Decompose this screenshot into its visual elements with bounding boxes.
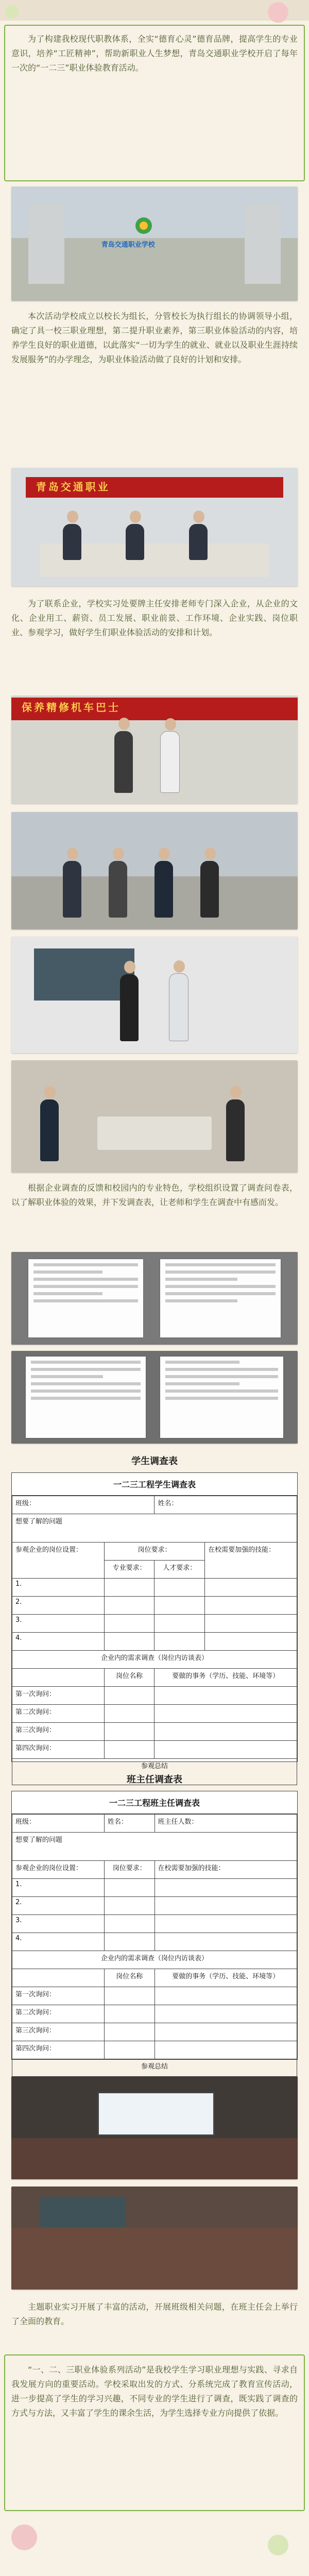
hr-col-position: 岗位名称	[104, 1669, 154, 1687]
hr-row-label: 第四次询问：	[12, 1741, 105, 1759]
hr-col-blank	[12, 1969, 105, 1987]
hr-col-duties: 要做的事务（学历、技能、环境等）	[154, 1669, 297, 1687]
sub-header-talent: 人才要求：	[154, 1561, 205, 1579]
visit-summary-label: 参观总结	[12, 2059, 297, 2086]
photo-documents-1	[11, 1252, 298, 1345]
student-survey-table	[11, 1472, 298, 1770]
teacher-count-label: 班主任人数：	[154, 1815, 297, 1833]
survey-row-label: 4.	[12, 1933, 105, 1951]
teacher-survey-table-title: 一二三工程班主任调查表	[12, 1791, 297, 1814]
want-to-know-label: 想要了解的问题	[12, 1514, 297, 1543]
school-logo-icon	[126, 215, 162, 236]
hr-col-position: 岗位名称	[104, 1969, 154, 1987]
q-header-requirement: 岗位要求：	[104, 1543, 204, 1561]
hr-row-label: 第一次询问：	[12, 1987, 105, 2005]
enterprise-text: 为了联系企业，学校实习处要牌主任安排老师专门深入企业，从企业的文化、企业用工、薪资、员工发展、职业前景、工作环境、企业实践、岗位职业、参观学习，做好学生们职业体验活动的安排和计划。	[11, 599, 298, 637]
name-field-label: 姓名：	[104, 1815, 154, 1833]
want-to-know-label: 想要了解的问题	[12, 1833, 297, 1861]
hr-col-duties: 要做的事务（学历、技能、环境等）	[154, 1969, 297, 1987]
q-header-requirement: 岗位要求：	[104, 1861, 154, 1879]
survey-row-label: 3.	[12, 1615, 105, 1633]
photo-documents-2	[11, 1351, 298, 1444]
student-survey-table-title: 一二三工程学生调查表	[12, 1473, 297, 1496]
decor-flower-icon	[5, 5, 19, 19]
survey-row-label: 1.	[12, 1879, 105, 1897]
class-field-label: 班级：	[12, 1496, 154, 1514]
q-header-position: 参观企业的岗位设置：	[12, 1543, 105, 1579]
survey-row-label: 2.	[12, 1897, 105, 1915]
photo-table-visit	[11, 1060, 298, 1173]
meeting-banner-text: 青岛交通职业	[36, 482, 110, 494]
q-header-position: 参观企业的岗位设置：	[12, 1861, 105, 1879]
paragraph-enterprise	[11, 597, 298, 689]
photo-lecture-hall-2	[11, 2187, 298, 2290]
q-header-skills: 在校需要加强的技能：	[205, 1543, 297, 1579]
closing-text-1: 主题职业实习开展了丰富的活动，开展班级相关问题，在班主任会上举行了全面的教育。	[11, 2302, 298, 2326]
class-field-label: 班级：	[12, 1815, 105, 1833]
hr-section-header: 企业内的需求调查（岗位内访谈表）	[12, 1951, 297, 1969]
decor-flower-icon	[268, 2535, 288, 2555]
q-header-skills: 在校需要加强的技能：	[154, 1861, 297, 1879]
hr-col-blank	[12, 1669, 105, 1687]
photo-banner-group	[11, 696, 298, 804]
photo-visit-group	[11, 812, 298, 929]
student-survey-section-title: 学生调查表	[131, 1456, 178, 1467]
photo-meeting-room	[11, 468, 298, 586]
survey-row-label: 2.	[12, 1597, 105, 1615]
teacher-survey-table	[11, 1791, 298, 2071]
garage-banner-text: 保养精修机车巴士	[22, 702, 121, 714]
paragraph-survey	[11, 1181, 298, 1248]
intro-text: 为了构建我校现代职教体系，全实“德育心灵”德育品牌，提高学生的专业意识，培养“工匠精神”，帮助新职业人生梦想，青岛交通职业学校开启了每年一次的“一二三”职业体验教育活动。	[11, 34, 298, 73]
top-decor-band	[0, 0, 309, 21]
photo-school-entrance	[11, 187, 298, 301]
decor-flower-icon	[11, 2524, 37, 2550]
hr-row-label: 第一次询问：	[12, 1687, 105, 1705]
survey-row-label: 3.	[12, 1915, 105, 1933]
hr-row-label: 第二次询问：	[12, 1705, 105, 1723]
hr-section-header: 企业内的需求调查（岗位内访谈表）	[12, 1651, 297, 1669]
hr-row-label: 第三次询问：	[12, 2023, 105, 2041]
closing-paragraph-2	[11, 2363, 298, 2502]
survey-text: 根据企业调查的反馈和校园内的专业特色，学校组织设置了调查问卷表，以了解职业体验的效果，并下发调查表，让老师和学生在调查中有感而发。	[11, 1183, 298, 1207]
name-field-label: 姓名：	[154, 1496, 297, 1514]
closing-text-2: “一、二、三职业体验系列活动”是我校学生学习职业理想与实践、寻求自我发展方向的重要活动。学校采取出发的方式、分系统完成了教育宣传活动，进一步提高了学生的学习兴趣，不同专业的学生进行了调查，既实践了调查的方式与方法，又丰富了学生的课余生活，为学生选择专业方向提供了依据。	[11, 2365, 298, 2418]
photo-handshake	[11, 937, 298, 1053]
photo-lecture-hall-1	[11, 2076, 298, 2179]
visit-summary-label: 参观总结	[12, 1759, 297, 1785]
hr-row-label: 第三次询问：	[12, 1723, 105, 1741]
paragraph-plan	[11, 309, 298, 459]
survey-row-label: 1.	[12, 1579, 105, 1597]
plan-text: 本次活动学校成立以校长为组长，分管校长为执行组长的协调领导小组，确定了具一校三职业理想，第二提升职业素养，第三职业体验活动的内容，培养学生良好的职业道德，以此落实“一切为学生的就业、就业以及职业生涯持续发展服务”的办学理念，为职业体验活动做了良好的计划和安排。	[11, 311, 298, 364]
hr-row-label: 第四次询问：	[12, 2041, 105, 2059]
school-sign-text: 青岛交通职业学校	[101, 241, 155, 249]
decor-flower-icon	[268, 2, 288, 23]
survey-row-label: 4.	[12, 1633, 105, 1651]
teacher-survey-section-title: 班主任调查表	[127, 1774, 182, 1785]
sub-header-major: 专业要求：	[104, 1561, 154, 1579]
hr-row-label: 第二次询问：	[12, 2005, 105, 2023]
intro-paragraph	[11, 32, 298, 171]
closing-paragraph-1	[11, 2300, 298, 2346]
